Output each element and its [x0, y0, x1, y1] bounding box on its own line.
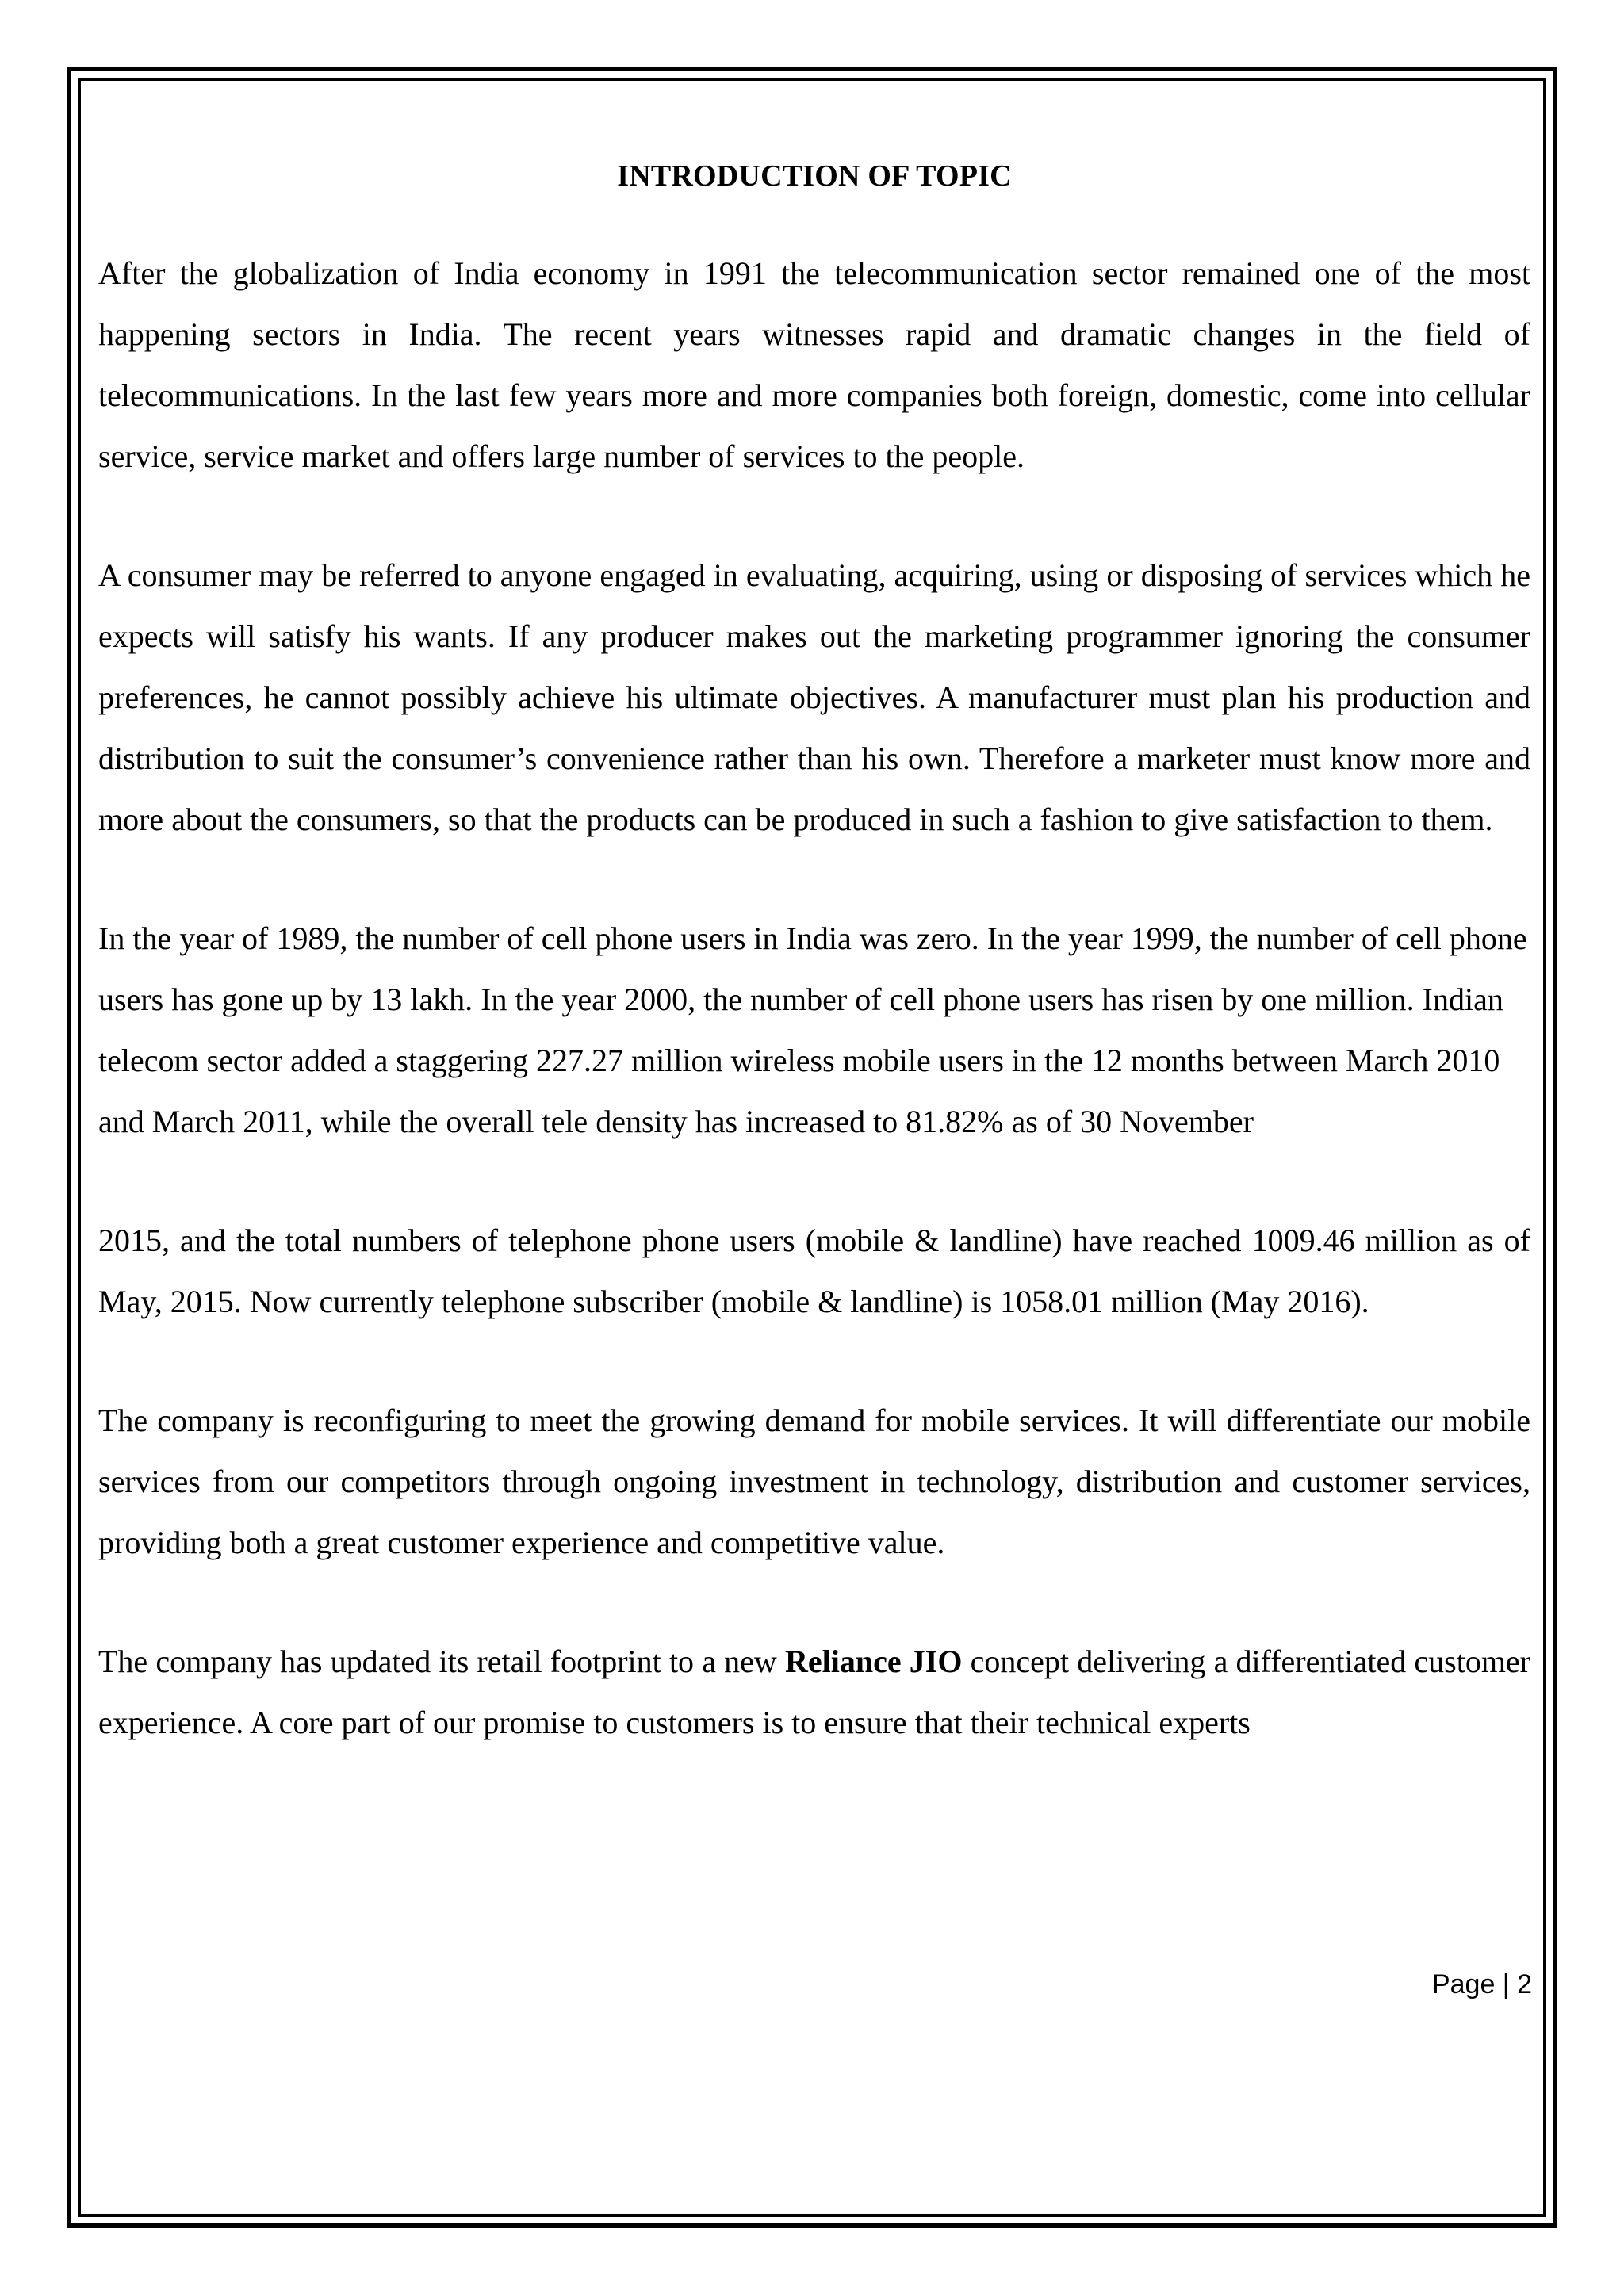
- brand-name-reliance-jio: Reliance JIO: [785, 1644, 963, 1679]
- page-number: Page | 2: [1431, 1969, 1532, 1999]
- paragraph-consumer: A consumer may be referred to anyone engaged in evaluating, acquiring, using or disposing of services which he expects will satisfy his wants. If any producer makes out the marketing programmer ignoring the consumer preferences, he cannot possibly achieve his ultimate objectives. A manufacturer must plan his production and distribution to suit the consumer’s convenience rather than his own. Therefore a marketer must know more and more about the consumers, so that the products can be produced in such a fashion to give satisfaction to them.: [98, 557, 1530, 837]
- retail-text-before: The company has updated its retail footprint to a new: [98, 1644, 785, 1679]
- section-title: INTRODUCTION OF TOPIC: [617, 159, 1012, 193]
- paragraph-globalization: After the globalization of India economy in 1991 the telecommunication sector remained one of the most happening sectors in India. The recent years witnesses rapid and dramatic changes in the field of telecommunications. In the last few years more and more companies both foreign, domestic, come into cellular service, service market and offers large number of services to the people.: [98, 255, 1530, 474]
- paragraph-company-reconfiguring: The company is reconfiguring to meet the growing demand for mobile services. It will differentiate our mobile services from our competitors through ongoing investment in technology, distribution and customer services, providing both a great customer experience and competitive value.: [98, 1402, 1530, 1560]
- retail-text-after: concept delivering a differentiated customer experience. A core part of our promise to customers is to ensure that their technical experts: [98, 1644, 1531, 1740]
- paragraph-telephone-subscribers: 2015, and the total numbers of telephone phone users (mobile & landline) have reached 1009.46 million as of May, 2015. Now currently telephone subscriber (mobile & landline) is 1058.01 million (May 2016).: [98, 1223, 1530, 1319]
- paragraph-retail-footprint: [98, 1631, 1530, 1753]
- document-body: [98, 159, 1530, 1811]
- paragraph-cell-phone-users: In the year of 1989, the number of cell phone users in India was zero. In the year 1999, the number of cell phone users has gone up by 13 lakh. In the year 2000, the number of cell phone users has risen by one million. Indian telecom sector added a staggering 227.27 million wireless mobile users in the 12 months between March 2010 and March 2011, while the overall tele density has increased to 81.82% as of 30 November: [98, 920, 1527, 1139]
